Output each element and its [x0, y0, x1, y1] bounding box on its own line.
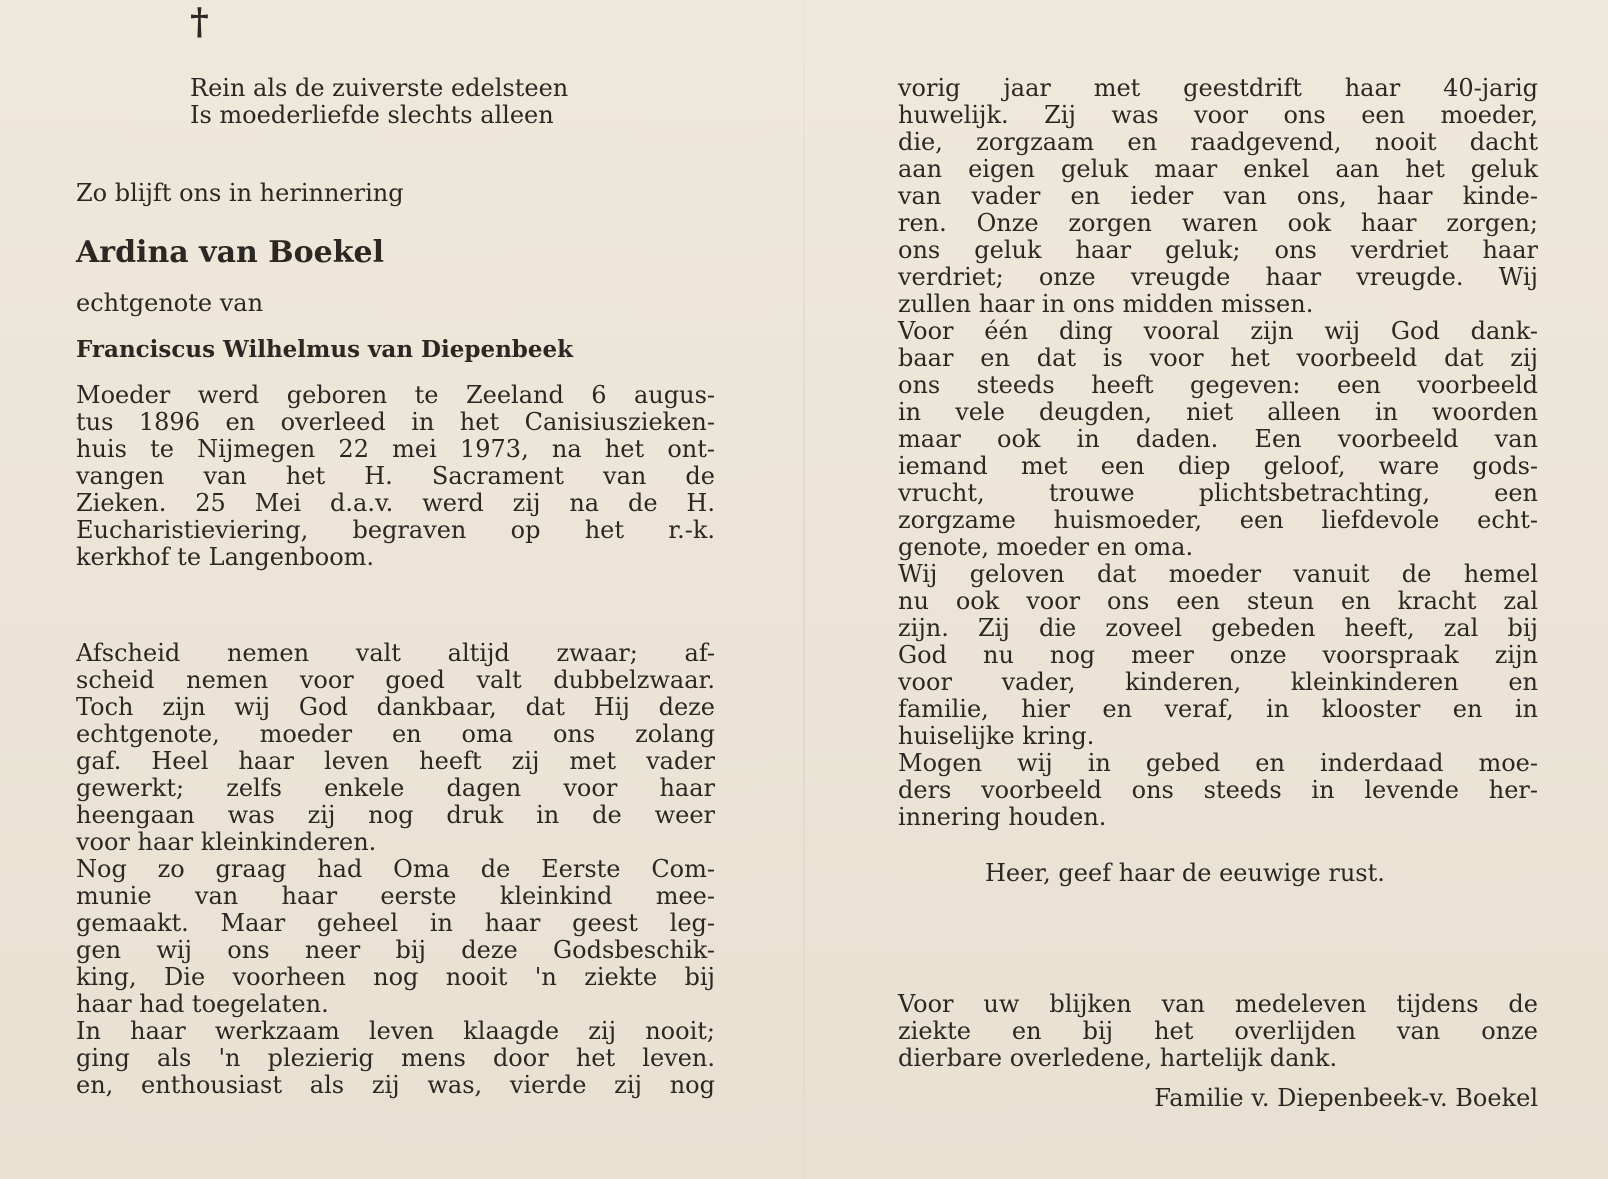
family-signature: Familie v. Diepenbeek-v. Boekel	[1154, 1084, 1538, 1112]
farewell-line: voor haar kleinkinderen.	[76, 828, 377, 856]
bio-line: kerkhof te Langenboom.	[76, 543, 375, 571]
bio-line: Moeder werd geboren te Zeeland 6 augus-	[76, 381, 715, 409]
tribute-line: Mogen wij in gebed en inderdaad moe-	[898, 749, 1538, 777]
farewell-line: heengaan was zij nog druk in de weer	[76, 801, 715, 829]
farewell-line: Afscheid nemen valt altijd zwaar; af-	[76, 639, 715, 667]
tribute-line: zijn. Zij die zoveel gebeden heeft, zal bij	[898, 614, 1538, 642]
tribute-line: aan eigen geluk maar enkel aan het geluk	[898, 155, 1538, 183]
bio-line: vangen van het H. Sacrament van de	[76, 462, 715, 490]
spouse-name: Franciscus Wilhelmus van Diepenbeek	[76, 336, 574, 363]
tribute-line: Voor één ding vooral zijn wij God dank-	[898, 317, 1538, 345]
bio-line: Zieken. 25 Mei d.a.v. werd zij na de H.	[76, 489, 715, 517]
tribute-line: voor vader, kinderen, kleinkinderen en	[898, 668, 1538, 696]
farewell-line: gewerkt; zelfs enkele dagen voor haar	[76, 774, 715, 802]
bio-line: tus 1896 en overleed in het Canisiuszieken-	[76, 408, 715, 436]
farewell-line: echtgenote, moeder en oma ons zolang	[76, 720, 715, 748]
tribute-line: familie, hier en veraf, in klooster en in	[898, 695, 1538, 723]
farewell-paragraph	[76, 640, 715, 1099]
spouse-intro: echtgenote van	[76, 289, 264, 317]
intro-text: Zo blijft ons in herinnering	[76, 179, 404, 207]
tribute-line: van vader en ieder van ons, haar kinde-	[898, 182, 1538, 210]
farewell-line: Toch zijn wij God dankbaar, dat Hij deze	[76, 693, 715, 721]
farewell-line: haar had toegelaten.	[76, 990, 329, 1018]
tribute-line: die, zorgzaam en raadgevend, nooit dacht	[898, 128, 1538, 156]
poem-line-1: Rein als de zuiverste edelsteen	[190, 74, 569, 102]
tribute-line: in vele deugden, niet alleen in woorden	[898, 398, 1538, 426]
farewell-line: munie van haar eerste kleinkind mee-	[76, 882, 715, 910]
cross-icon: †	[190, 1, 209, 43]
farewell-line: en, enthousiast als zij was, vierde zij nog	[76, 1071, 715, 1099]
thanks-line: dierbare overledene, hartelijk dank.	[898, 1044, 1338, 1072]
farewell-line: gen wij ons neer bij deze Godsbeschik-	[76, 936, 715, 964]
tribute-paragraph	[898, 75, 1538, 831]
tribute-line: verdriet; onze vreugde haar vreugde. Wij	[898, 263, 1538, 291]
farewell-line: king, Die voorheen nog nooit 'n ziekte bij	[76, 963, 715, 991]
farewell-line: In haar werkzaam leven klaagde zij nooit;	[76, 1017, 715, 1045]
tribute-line: Wij geloven dat moeder vanuit de hemel	[898, 560, 1538, 588]
tribute-line: zorgzame huismoeder, een liefdevole echt-	[898, 506, 1538, 534]
tribute-line: vrucht, trouwe plichtsbetrachting, een	[898, 479, 1538, 507]
thanks-line: ziekte en bij het overlijden van onze	[898, 1017, 1538, 1045]
farewell-line: scheid nemen voor goed valt dubbelzwaar.	[76, 666, 715, 694]
tribute-line: vorig jaar met geestdrift haar 40-jarig	[898, 74, 1538, 102]
tribute-line: huiselijke kring.	[898, 722, 1095, 750]
tribute-line: nu ook voor ons een steun en kracht zal	[898, 587, 1538, 615]
poem-line-2: Is moederliefde slechts alleen	[190, 101, 554, 129]
tribute-line: maar ook in daden. Een voorbeeld van	[898, 425, 1538, 453]
tribute-line: ons geluk haar geluk; ons verdriet haar	[898, 236, 1538, 264]
tribute-line: innering houden.	[898, 803, 1107, 831]
farewell-line: Nog zo graag had Oma de Eerste Com-	[76, 855, 715, 883]
tribute-line: zullen haar in ons midden missen.	[898, 290, 1314, 318]
tribute-line: God nu nog meer onze voorspraak zijn	[898, 641, 1538, 669]
tribute-line: genote, moeder en oma.	[898, 533, 1194, 561]
tribute-line: ren. Onze zorgen waren ook haar zorgen;	[898, 209, 1538, 237]
thanks-line: Voor uw blijken van medeleven tijdens de	[898, 990, 1538, 1018]
farewell-line: gemaakt. Maar geheel in haar geest leg-	[76, 909, 715, 937]
poem	[190, 75, 568, 129]
thanks-paragraph	[898, 991, 1538, 1072]
prayer-line: Heer, geef haar de eeuwige rust.	[985, 859, 1385, 887]
bio-line: huis te Nijmegen 22 mei 1973, na het ont-	[76, 435, 715, 463]
farewell-line: gaf. Heel haar leven heeft zij met vader	[76, 747, 715, 775]
tribute-line: huwelijk. Zij was voor ons een moeder,	[898, 101, 1538, 129]
tribute-line: ders voorbeeld ons steeds in levende her-	[898, 776, 1538, 804]
tribute-line: ons steeds heeft gegeven: een voorbeeld	[898, 371, 1538, 399]
tribute-line: baar en dat is voor het voorbeeld dat zij	[898, 344, 1538, 372]
bio-line: Eucharistieviering, begraven op het r.-k.	[76, 516, 715, 544]
tribute-line: iemand met een diep geloof, ware gods-	[898, 452, 1538, 480]
deceased-name: Ardina van Boekel	[76, 235, 384, 270]
farewell-line: ging als 'n plezierig mens door het leven.	[76, 1044, 715, 1072]
biography-paragraph	[76, 382, 715, 571]
